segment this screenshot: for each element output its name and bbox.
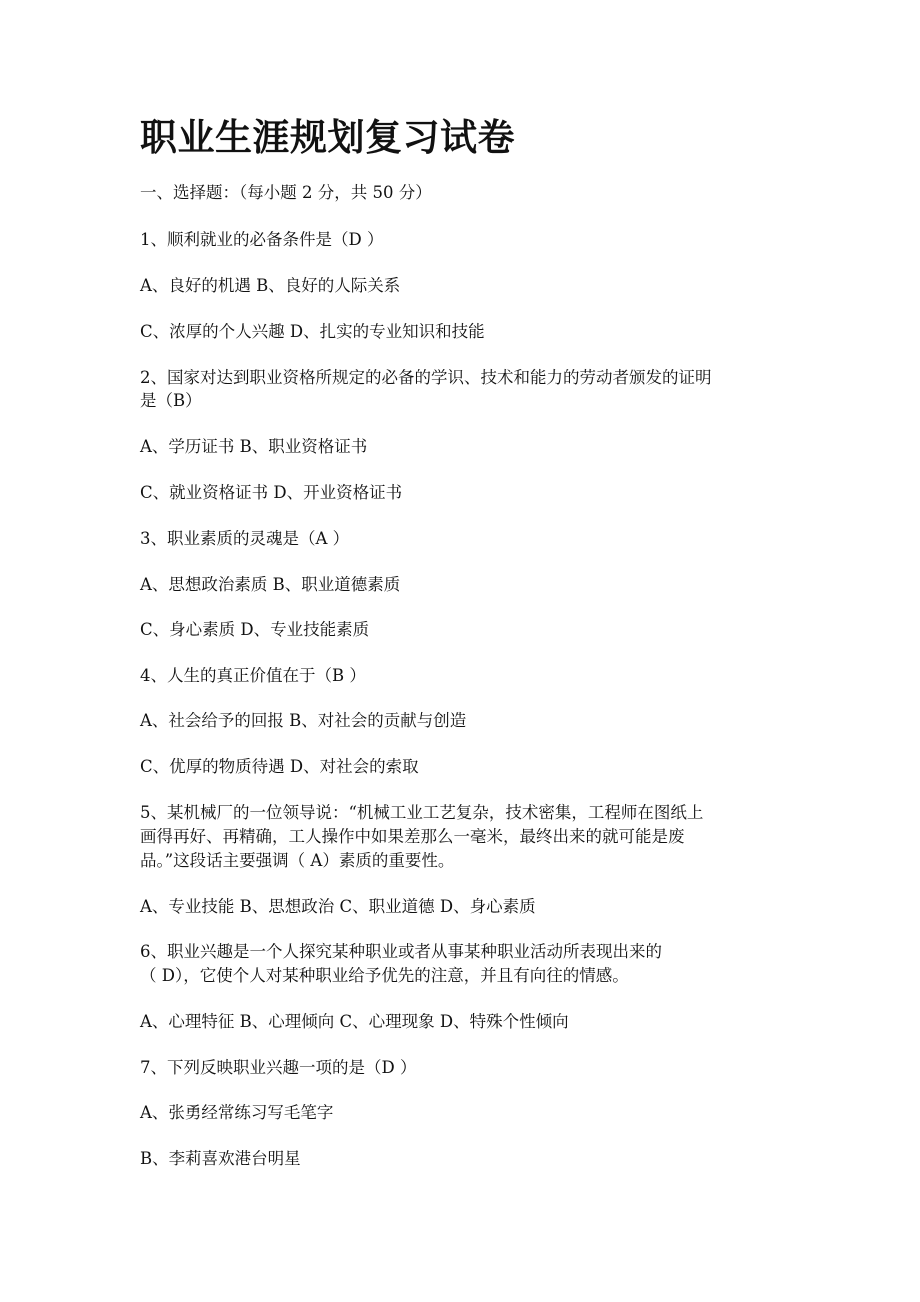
option-line: A、心理特征 B、心理倾向 C、心理现象 D、特殊个性倾向: [140, 1012, 569, 1031]
option-line: C、身心素质 D、专业技能素质: [140, 620, 370, 639]
question-line: 5、某机械厂的一位领导说：“机械工业工艺复杂，技术密集，工程师在图纸上: [140, 803, 704, 822]
option-line: C、优厚的物质待遇 D、对社会的索取: [140, 757, 419, 776]
question-line: 品。”这段话主要强调（ A）素质的重要性。: [140, 851, 455, 870]
page-title: 职业生涯规划复习试卷: [140, 116, 515, 159]
question-line: 7、下列反映职业兴趣一项的是（D ）: [140, 1058, 417, 1077]
option-line: A、张勇经常练习写毛笔字: [140, 1103, 334, 1122]
question-line: 是（B）: [140, 391, 202, 410]
option-line: C、浓厚的个人兴趣 D、扎实的专业知识和技能: [140, 322, 485, 341]
question-line: 4、人生的真正价值在于（B ）: [140, 666, 366, 685]
option-line: C、就业资格证书 D、开业资格证书: [140, 483, 403, 502]
option-line: A、学历证书 B、职业资格证书: [140, 437, 368, 456]
question-line: （ D），它使个人对某种职业给予优先的注意，并且有向往的情感。: [140, 966, 629, 985]
question-line: 1、顺利就业的必备条件是（D ）: [140, 230, 384, 249]
section-heading: 一、选择题：（每小题 2 分，共 50 分）: [140, 183, 432, 202]
question-line: 2、国家对达到职业资格所规定的必备的学识、技术和能力的劳动者颁发的证明: [140, 368, 712, 387]
option-line: A、良好的机遇 B、良好的人际关系: [140, 276, 401, 295]
option-line: A、思想政治素质 B、职业道德素质: [140, 575, 401, 594]
question-line: 6、职业兴趣是一个人探究某种职业或者从事某种职业活动所表现出来的: [140, 942, 662, 961]
option-line: A、社会给予的回报 B、对社会的贡献与创造: [140, 711, 467, 730]
option-line: B、李莉喜欢港台明星: [140, 1149, 301, 1168]
option-line: A、专业技能 B、思想政治 C、职业道德 D、身心素质: [140, 897, 536, 916]
question-line: 3、职业素质的灵魂是（A ）: [140, 529, 350, 548]
question-line: 画得再好、再精确，工人操作中如果差那么一毫米，最终出来的就可能是废: [140, 827, 685, 846]
